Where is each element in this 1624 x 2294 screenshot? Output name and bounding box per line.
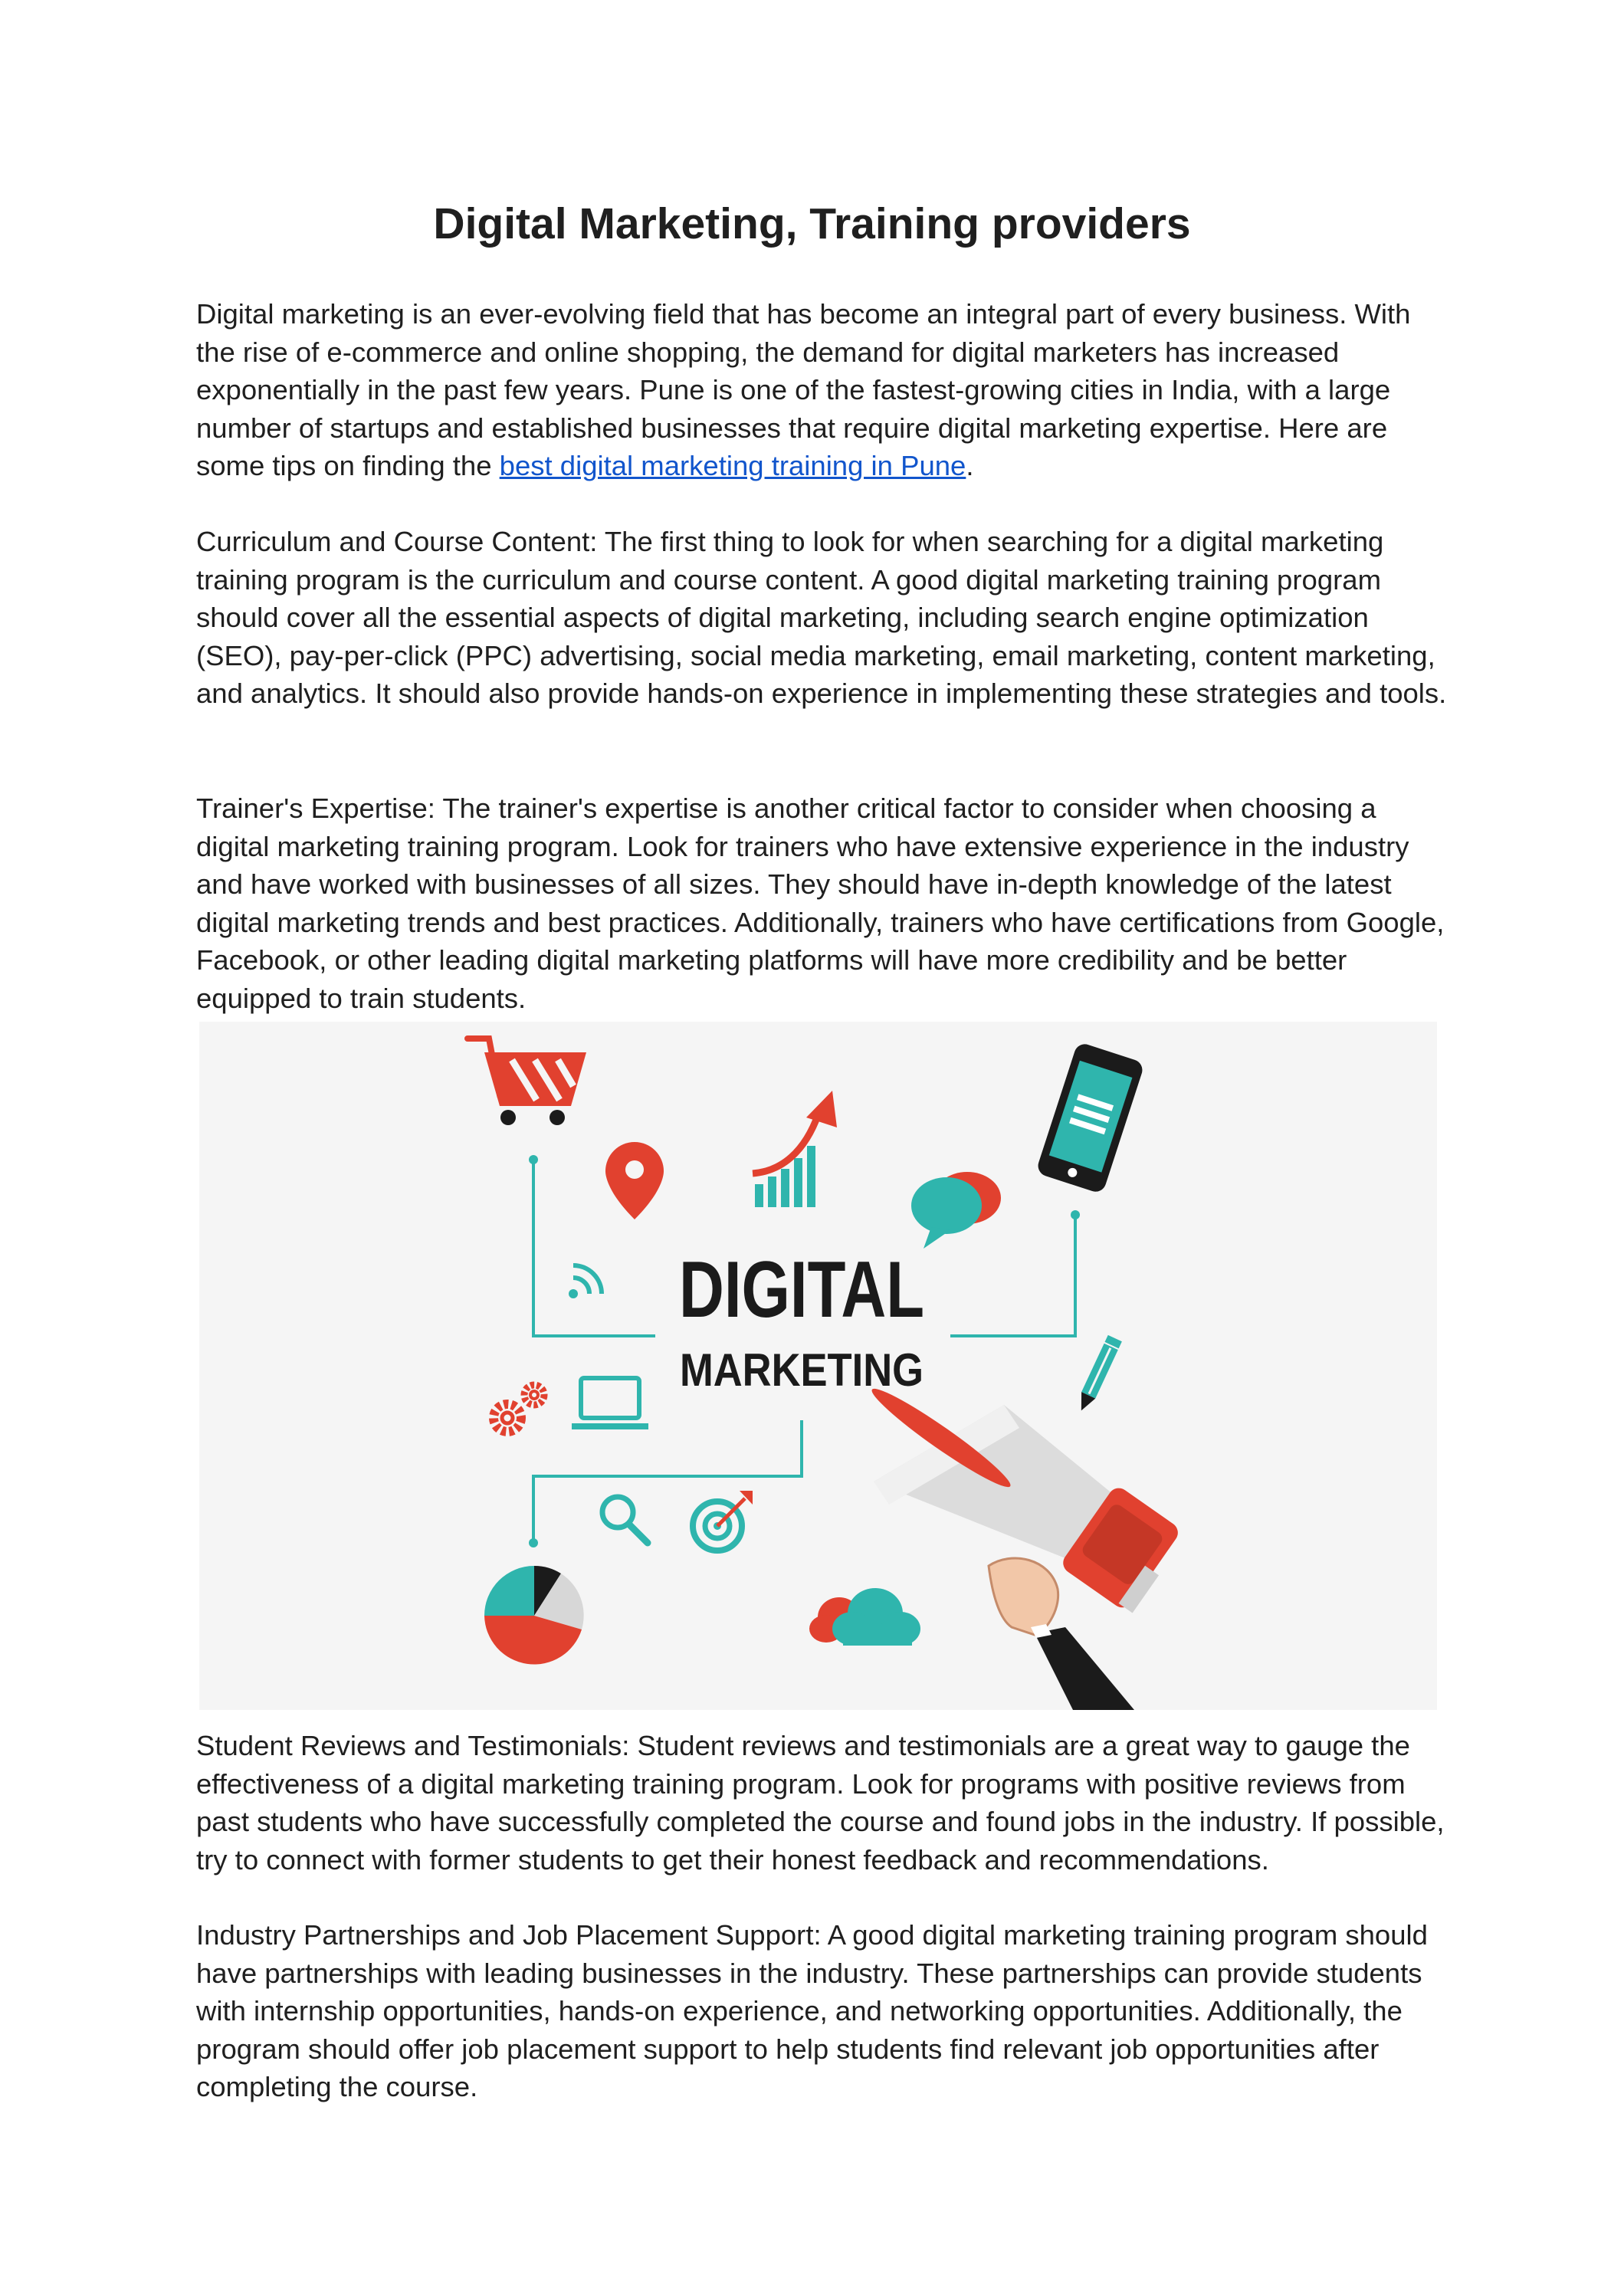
curriculum-paragraph: Curriculum and Course Content: The first thing to look for when searching for a digital marketing training program is the curriculum and course content. A good digital marketing training program should cover all the essential aspects of digital marketing, including search engine optimization (SEO), pay-per-click (PPC) advertising, social media marketing, email marketing, content marketing, and analytics. It should also provide hands-on experience in implementing these strategies and tools.: [196, 526, 1447, 710]
smartphone-icon: [1035, 1042, 1145, 1195]
shopping-cart-icon: [468, 1039, 586, 1125]
rss-icon: [569, 1265, 602, 1298]
search-icon: [602, 1497, 648, 1543]
target-icon: [693, 1491, 753, 1551]
laptop-icon: [572, 1378, 648, 1429]
growth-chart-icon: [753, 1091, 837, 1207]
location-pin-icon: [605, 1142, 664, 1219]
illustration-heading-digital: DIGITAL: [679, 1245, 924, 1334]
illustration-svg: [199, 1022, 1437, 1710]
gears-icon: [494, 1385, 544, 1432]
cloud-icon: [809, 1588, 920, 1646]
pie-chart-icon: [484, 1566, 584, 1665]
student-reviews-paragraph: Student Reviews and Testimonials: Student reviews and testimonials are a great way to gauge the effectiveness of a digital marketing training program. Look for programs with positive reviews from past students who have successfully completed the course and found jobs in the industry. If possible, try to connect with former students to get their honest feedback and recommendations.: [196, 1730, 1445, 1876]
pune-training-link[interactable]: best digital marketing training in Pune: [499, 450, 966, 482]
intro-paragraph: [196, 295, 1453, 485]
digital-marketing-illustration: [199, 1022, 1437, 1710]
illustration-heading-marketing: MARKETING: [680, 1344, 924, 1396]
chat-bubbles-icon: [911, 1172, 1001, 1249]
industry-partnerships-paragraph: Industry Partnerships and Job Placement Support: A good digital marketing training program should have partnerships with leading businesses in the industry. These partnerships can provide students with internship opportunities, hands-on experience, and networking opportunities. Additionally, the program should offer job placement support to help students find relevant job opportunities after completing the course.: [196, 1919, 1428, 2103]
intro-text: Digital marketing is an ever-evolving field that has become an integral part of every business. With the rise of e-commerce and online shopping, the demand for digital marketers has increased exponentially in the past few years. Pune is one of the fastest-growing cities in India, with a large number of startups and established businesses that require digital marketing expertise. Here are some tips on finding the: [196, 298, 1411, 482]
intro-text-end: .: [966, 450, 974, 482]
pencil-icon: [1074, 1335, 1122, 1414]
page-title: Digital Marketing, Training providers: [433, 199, 1191, 248]
trainer-expertise-paragraph: Trainer's Expertise: The trainer's expertise is another critical factor to consider when choosing a digital marketing training program. Look for trainers who have extensive experience in the industry and have worked with businesses of all sizes. They should have in-depth knowledge of the latest digital marketing trends and best practices. Additionally, trainers who have certifications from Google, Facebook, or other leading digital marketing platforms will have more credibility and be better equipped to train students.: [196, 793, 1445, 1014]
